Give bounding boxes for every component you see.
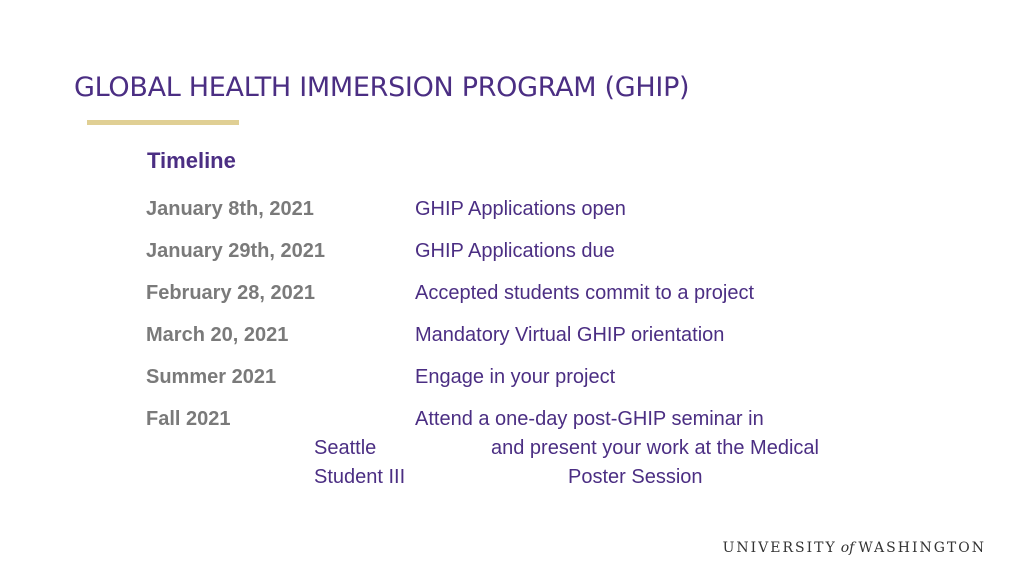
timeline-event: Mandatory Virtual GHIP orientation <box>415 324 725 346</box>
timeline-event: GHIP Applications due <box>415 240 615 262</box>
timeline-event: GHIP Applications open <box>415 198 626 220</box>
timeline-row <box>0 198 1024 228</box>
university-logo <box>723 540 986 556</box>
timeline-row <box>0 408 1024 438</box>
timeline-date: January 8th, 2021 <box>146 198 314 220</box>
logo-text-university: UNIVERSITY <box>722 540 837 556</box>
logo-text-washington: WASHINGTON <box>858 540 986 556</box>
slide-title: GLOBAL HEALTH IMMERSION PROGRAM (GHIP) <box>74 72 690 103</box>
title-underline <box>87 120 239 125</box>
timeline-date: February 28, 2021 <box>146 282 315 304</box>
timeline-row <box>0 324 1024 354</box>
event-continuation: and present your work at the Medical <box>491 437 819 459</box>
timeline-date: January 29th, 2021 <box>146 240 325 262</box>
timeline-event: Attend a one-day post-GHIP seminar in <box>415 408 764 430</box>
timeline-date: March 20, 2021 <box>146 324 289 346</box>
event-continuation: Seattle <box>314 437 377 459</box>
event-continuation: Poster Session <box>568 466 703 488</box>
timeline-event: Accepted students commit to a project <box>415 282 755 304</box>
timeline-row <box>0 366 1024 396</box>
timeline-event: Engage in your project <box>415 366 616 388</box>
section-heading: Timeline <box>147 148 236 173</box>
timeline-date: Fall 2021 <box>146 408 231 430</box>
event-continuation: Student III <box>314 466 406 488</box>
logo-text-of: of <box>840 540 855 556</box>
timeline-row <box>0 282 1024 312</box>
timeline-date: Summer 2021 <box>146 366 277 388</box>
timeline-row <box>0 240 1024 270</box>
